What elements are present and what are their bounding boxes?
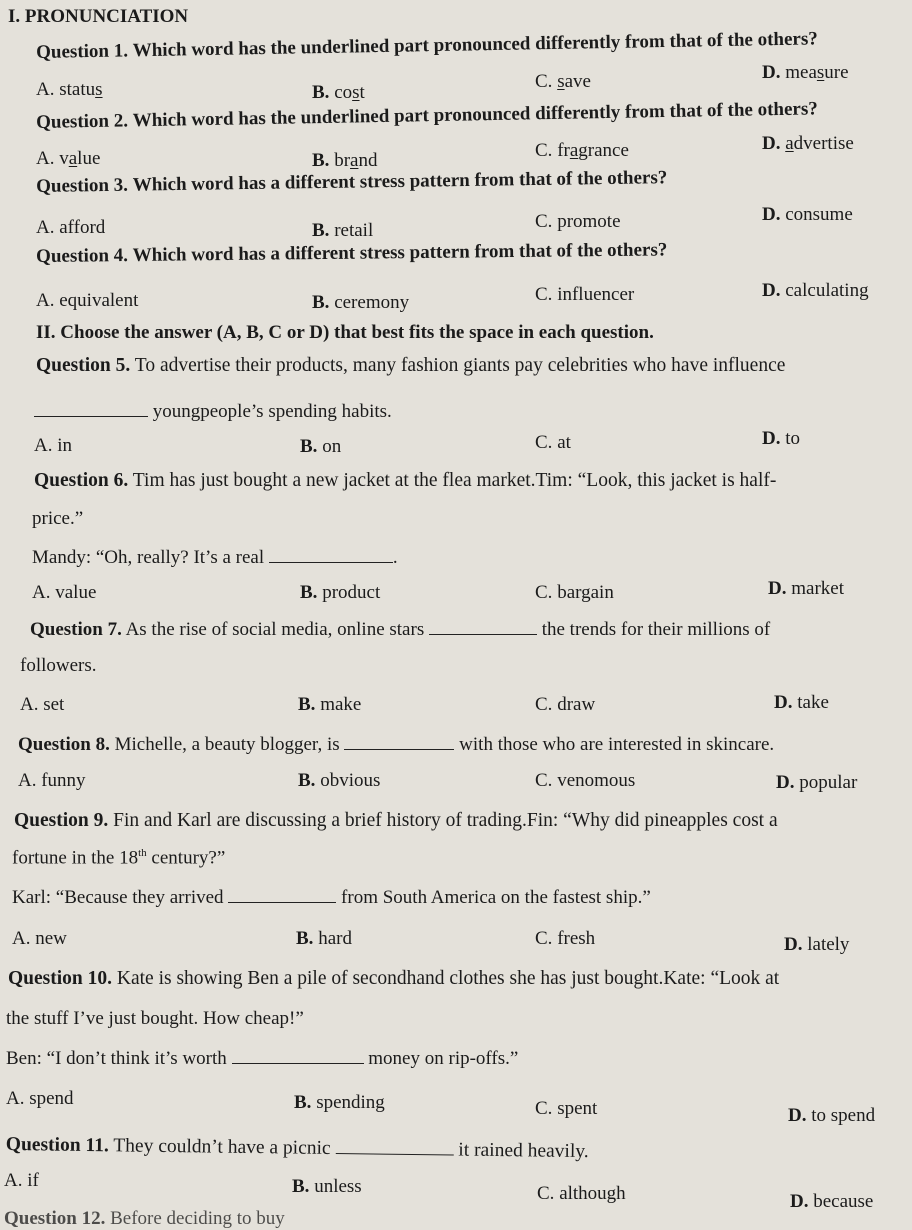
answer-blank[interactable] — [232, 1047, 364, 1064]
question-text: As the rise of social media, online stars — [125, 619, 425, 640]
question-3 — [36, 167, 667, 198]
q2-option-a[interactable]: A. value — [36, 148, 101, 169]
q9-line3: Karl: “Because they arrived from South America on the fastest ship.” — [12, 887, 651, 908]
q10-line2: the stuff I’ve just bought. How cheap!” — [6, 1008, 304, 1029]
question-text: They couldn’t have a picnic — [113, 1135, 331, 1159]
q4-option-a[interactable]: A. equivalent — [36, 290, 139, 311]
q1-option-c[interactable]: C. save — [535, 71, 591, 92]
question-label: Question 6. — [34, 470, 129, 491]
question-10 — [8, 968, 779, 990]
question-label: Question 3. — [36, 174, 129, 197]
q10-line3: Ben: “I don’t think it’s worth money on rip-offs.” — [6, 1048, 519, 1069]
answer-blank[interactable] — [344, 733, 454, 750]
answer-blank[interactable] — [34, 400, 148, 417]
q10-option-c[interactable]: C. spent — [535, 1098, 598, 1119]
q10-option-d[interactable]: D. to spend — [788, 1105, 876, 1126]
q7-option-a[interactable]: A. set — [20, 694, 65, 715]
q3-option-b[interactable]: B. retail — [312, 220, 374, 241]
question-label: Question 2. — [36, 110, 129, 133]
q10-option-a[interactable]: A. spend — [6, 1088, 74, 1109]
q11-option-a[interactable]: A. if — [4, 1170, 39, 1191]
q8-option-c[interactable]: C. venomous — [535, 770, 636, 791]
q8-option-a[interactable]: A. funny — [18, 770, 86, 791]
q8-option-d[interactable]: D. popular — [776, 772, 858, 793]
q9-option-c[interactable]: C. fresh — [535, 928, 596, 949]
question-label: Question 4. — [36, 245, 129, 267]
q2-option-d[interactable]: D. advertise — [762, 133, 854, 154]
question-7: Question 7. As the rise of social media, online stars the trends for their millions of — [30, 619, 771, 640]
question-text: Kate is showing Ben a pile of secondhand clothes she has just bought.Kate: “Look at — [116, 968, 780, 989]
q1-option-a[interactable]: A. status — [36, 79, 103, 100]
q4-option-c[interactable]: C. influencer — [535, 284, 635, 305]
q9-option-b[interactable]: B. hard — [296, 928, 352, 949]
question-text: Before deciding to buy — [110, 1208, 285, 1229]
q10-option-b[interactable]: B. spending — [294, 1092, 385, 1113]
q5-option-c[interactable]: C. at — [535, 432, 571, 453]
q5-line2: youngpeople’s spending habits. — [34, 400, 392, 423]
q11-option-b[interactable]: B. unless — [292, 1176, 362, 1197]
q6-line2: price.” — [32, 508, 84, 529]
q7-option-b[interactable]: B. make — [298, 694, 362, 715]
q4-option-b[interactable]: B. ceremony — [312, 292, 410, 313]
question-text: Which word has a different stress pattern from that of the others? — [132, 167, 668, 196]
question-label: Question 7. — [30, 619, 122, 640]
section-title-pronunciation: I. PRONUNCIATION — [8, 6, 189, 27]
question-8: Question 8. Michelle, a beauty blogger, is with those who are interested in skincare. — [18, 734, 775, 755]
question-text: To advertise their products, many fashion giants pay celebrities who have influence — [134, 355, 786, 376]
q5-option-d[interactable]: D. to — [762, 428, 801, 449]
question-text: Which word has a different stress pattern from that of the others? — [132, 239, 668, 266]
q6-option-b[interactable]: B. product — [300, 582, 381, 603]
question-5 — [36, 355, 785, 377]
q3-option-d[interactable]: D. consume — [762, 204, 853, 225]
q7-line2: followers. — [20, 655, 97, 676]
question-11: Question 11. They couldn’t have a picnic it rained heavily. — [5, 1133, 589, 1163]
q11-option-c[interactable]: C. although — [537, 1183, 626, 1204]
answer-blank[interactable] — [335, 1137, 453, 1155]
q7-option-c[interactable]: C. draw — [535, 694, 596, 715]
q2-option-c[interactable]: C. fragrance — [535, 140, 629, 161]
answer-blank[interactable] — [429, 618, 537, 635]
q7-option-d[interactable]: D. take — [774, 692, 829, 713]
question-2 — [36, 98, 818, 134]
q1-option-b[interactable]: B. cost — [312, 82, 365, 103]
q5-option-a[interactable]: A. in — [34, 435, 73, 456]
question-text: Michelle, a beauty blogger, is — [114, 734, 340, 755]
question-text: Tim has just bought a new jacket at the flea market.Tim: “Look, this jacket is half- — [132, 470, 777, 491]
question-label: Question 8. — [18, 734, 110, 755]
q9-option-d[interactable]: D. lately — [784, 934, 850, 955]
q3-option-c[interactable]: C. promote — [535, 211, 621, 232]
question-label: Question 12. — [4, 1208, 106, 1229]
q11-option-d[interactable]: D. because — [790, 1191, 874, 1212]
q9-line2: fortune in the 18th century?” — [12, 847, 226, 869]
answer-blank[interactable] — [269, 546, 393, 563]
section-title-choose-answer: II. Choose the answer (A, B, C or D) that best fits the space in each question. — [36, 322, 654, 343]
question-4 — [36, 239, 667, 268]
q1-option-d[interactable]: D. measure — [762, 62, 849, 83]
question-label: Question 11. — [5, 1133, 109, 1157]
question-label: Question 5. — [36, 355, 131, 376]
q8-option-b[interactable]: B. obvious — [298, 770, 381, 791]
q6-option-a[interactable]: A. value — [32, 582, 97, 603]
question-text: Fin and Karl are discussing a brief history of trading.Fin: “Why did pineapples cost a — [113, 810, 778, 831]
question-6 — [34, 470, 776, 492]
question-text: Which word has the underlined part pronounced differently from that of the others? — [132, 98, 818, 132]
q5-option-b[interactable]: B. on — [300, 436, 342, 457]
question-label: Question 10. — [8, 968, 113, 989]
q6-option-c[interactable]: C. bargain — [535, 582, 614, 603]
q3-option-a[interactable]: A. afford — [36, 217, 106, 238]
q6-line3: Mandy: “Oh, really? It’s a real . — [32, 547, 398, 568]
question-1 — [36, 28, 818, 64]
question-label: Question 9. — [14, 810, 109, 831]
q6-option-d[interactable]: D. market — [768, 578, 844, 599]
question-label: Question 1. — [36, 40, 129, 63]
q9-option-a[interactable]: A. new — [12, 928, 67, 949]
q2-option-b[interactable]: B. brand — [312, 150, 378, 171]
q4-option-d[interactable]: D. calculating — [762, 280, 869, 301]
question-12-partial — [4, 1208, 285, 1230]
answer-blank[interactable] — [228, 886, 336, 903]
question-text: Which word has the underlined part pronounced differently from that of the others? — [132, 28, 818, 62]
question-9 — [14, 810, 778, 832]
